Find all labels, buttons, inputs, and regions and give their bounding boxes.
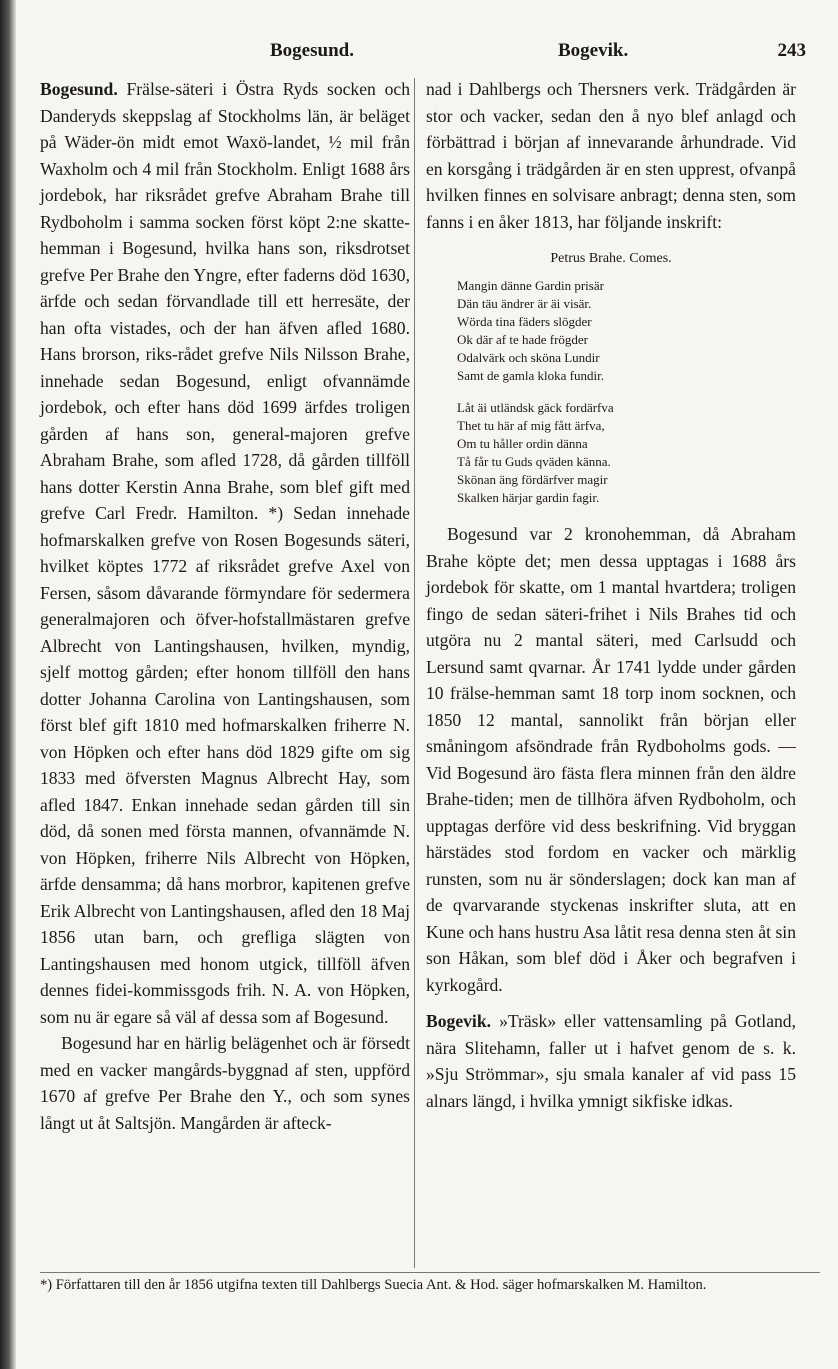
poem-stanza-2 <box>426 399 796 507</box>
paragraph: Bogesund har en härlig belägenhet och är försedt med en vacker mangårds-byggnad af sten, uppförd 1670 af grefve Per Brahe den Y., och som synes långt ut åt Saltsjön. Mangården är afteck- <box>40 1033 410 1133</box>
poem-line: Wörda tina fäders slögder <box>457 314 592 329</box>
footnote: *) Författaren till den år 1856 utgifna texten till Dahlbergs Suecia Ant. & Hod. säger hofmarskalken M. Hamilton. <box>40 1272 820 1295</box>
entry-text: »Träsk» eller vattensamling på Gotland, nära Slitehamn, faller ut i hafvet genom de s. k. »Sju Strömmar», sju smala kanaler af vid pass 15 alnars längd, i hvilka ymnigt sikfiske idkas. <box>426 1011 796 1111</box>
poem-stanza-1 <box>426 277 796 385</box>
poem-line: Låt äi utländsk gäck fordärfva <box>457 400 614 415</box>
paragraph: Bogesund var 2 kronohemman, då Abraham Brahe köpte det; men dessa upptagas i 1688 års jordebok för skatte, om 1 mantal hvartdera; troligen fingo de sedan säteri-frihet i Nils Brahes tid och utgöra nu 2 mantal säteri, med Carlsudd och Lersund samt qvarnar. År 1741 lydde under gården 10 frälse-hemman samt 18 torp inom socknen, och 1850 12 mantal, sannolikt från början eller småningom afsöndrade från Rydboholms gods. — Vid Bogesund äro fästa flera minnen från den äldre Brahe-tiden; men de tillhöra äfven Rydboholm, och upptagas derföre vid dess beskrifning. Vid bryggan härstädes stod fordom en vacker och märklig runsten, som nu är sönderslagen; dock kan man af de qvarvarande styckenas inskrifter sluta, att en Kune och hans hustru Asa låtit resa denna sten åt sin son Håkan, som blef död i Åker och begrafven i kyrkogård. <box>426 524 796 995</box>
poem-line: Ok där af te hade frögder <box>457 332 589 347</box>
left-column <box>40 76 410 1272</box>
poem-title: Petrus Brahe. Comes. <box>550 251 672 266</box>
column-divider <box>414 78 415 1268</box>
poem-line: Tå får tu Guds qväden känna. <box>457 454 611 469</box>
entry-text: Frälse-säteri i Östra Ryds socken och Danderyds skeppslag af Stockholms län, är beläget på Wäder-ön midt emot Waxö-landet, ½ mil från Waxholm och 4 mil från Stockholm. Enligt 1688 års jordebok, har riksrådet grefve Abraham Brahe till Rydboholm i samma socken först köpt 2:ne skatte-hemman i Bogesund, hvilka hans son, riksdrotset grefve Per Brahe den Yngre, efter faderns död 1630, ärfde och sedan förvandlade till ett herresäte, der han ofta vistades, och der han äfven afled 1680. Hans brorson, riks-rådet grefve Nils Nilsson Brahe, innehade sedan Bogesund, enligt ofvannämde jordebok, och efter hans död 1699 ärfdes troligen gården af hans son, general-majoren grefve Abraham Brahe, som afled 1728, då gården tillföll hans dotter Kerstin Anna Brahe, som blef gift med grefve Carl Fredr. Hamilton. *) Sedan innehade hofmarskalken grefve von Rosen Bogesunds säteri, hvilket köptes 1772 af riksrådet grefve Axel von Fersen, såsom dåvarande förmyndare för sedermera generalmajoren och öfver-hofstallmästaren grefve Albrecht von Lantingshausen, hvilken, myndig, sjelf mottog gården; efter honom tillföll den hans dotter Johanna Carolina von Lantingshausen, som först blef gift 1810 med hofmarskalken friherre N. von Höpken och efter hans död 1829 gifte om sig 1833 med öfversten Magnus Albrecht Hay, som afled 1847. Enkan innehade sedan gården till sin död, då sonen med första mannen, ofvannämde N. von Höpken, friherre Nils Albrecht von Höpken, ärfde densamma; då hans morbror, kapitenen grefve Erik Albrecht von Lantingshausen, afled den 18 Maj 1856 utan barn, och grefliga slägten von Lantingshausen med honom utgick, tillföll äfven dennes fidei-kommissgods frih. N. A. von Höpken, som nu är egare så väl af dessa som af Bogesund. <box>40 79 410 1027</box>
inscription-poem <box>426 249 796 507</box>
entry-bogevik <box>426 1008 796 1114</box>
paragraph: nad i Dahlbergs och Thersners verk. Trädgården är stor och vacker, sedan den å nyo blef anlagd och förbättrad i början af innevarande århundrade. Vid en korsgång i trädgården är en sten upprest, ofvanpå hvilken finnes en solvisare anbragt; denna sten, som fanns i en åker 1813, har följande inskrift: <box>426 79 796 232</box>
book-spine-shadow <box>0 0 16 1369</box>
page-header <box>28 40 818 70</box>
entry-headword: Bogevik. <box>426 1011 492 1031</box>
running-head-right: Bogevik. <box>558 40 629 61</box>
poem-line: Skönan äng fördärfver magir <box>457 472 608 487</box>
poem-line: Odalvärk och sköna Lundir <box>457 350 600 365</box>
entry-bogesund <box>40 76 410 1030</box>
poem-line: Skalken härjar gardin fagir. <box>457 490 600 505</box>
right-column <box>426 76 796 1272</box>
running-head-left: Bogesund. <box>270 40 354 61</box>
poem-line: Om tu håller ordin dänna <box>457 436 588 451</box>
entry-headword: Bogesund. <box>40 79 118 99</box>
page-number: 243 <box>777 40 806 61</box>
poem-line: Dän täu ändrer är äi visär. <box>457 296 592 311</box>
poem-line: Mangin dänne Gardin prisär <box>457 278 604 293</box>
poem-line: Samt de gamla kloka fundir. <box>457 368 604 383</box>
poem-line: Thet tu här af mig fått ärfva, <box>457 418 605 433</box>
